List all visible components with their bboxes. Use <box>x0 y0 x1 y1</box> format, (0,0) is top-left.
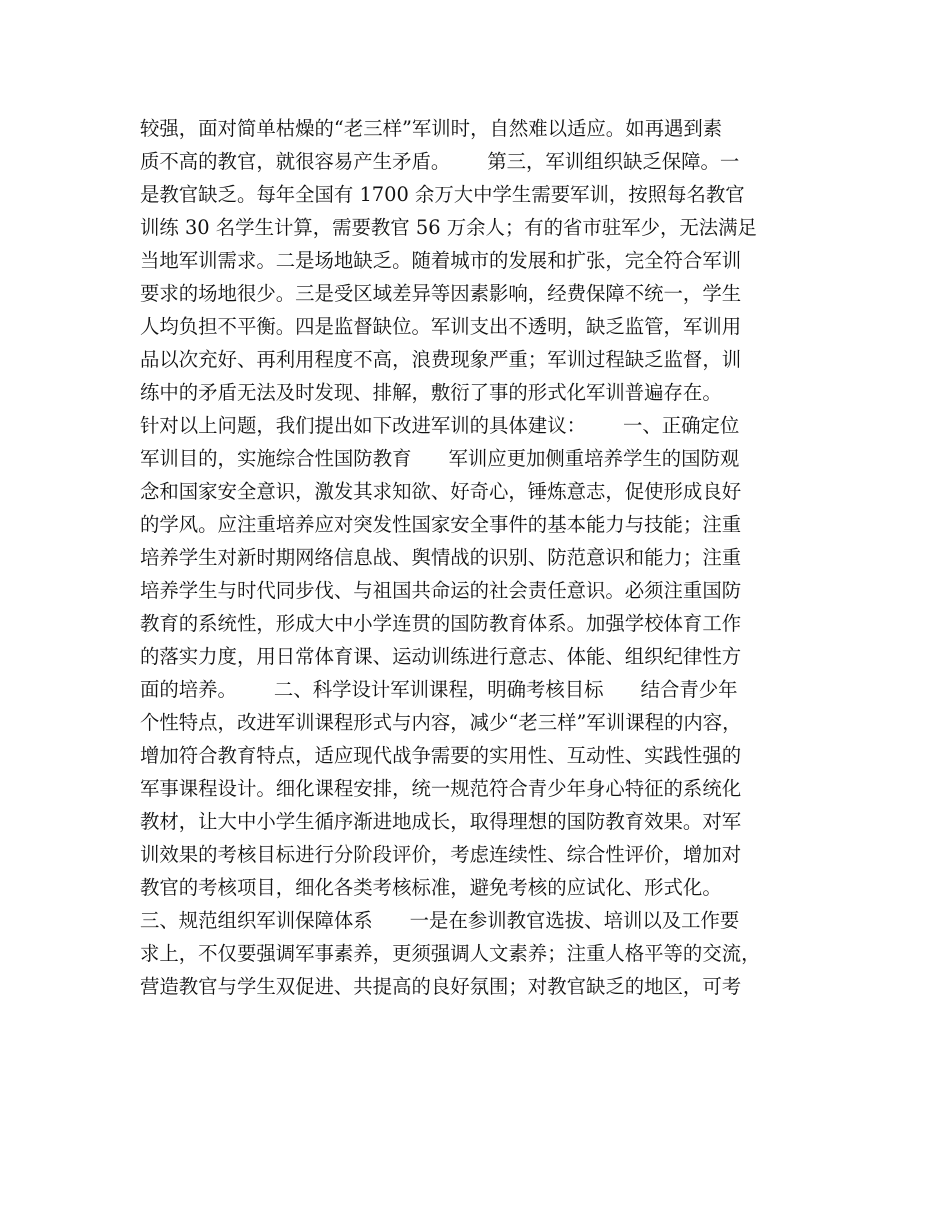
text-line: 质不高的教官，就很容易产生矛盾。 第三，军训组织缺乏保障。一 <box>140 150 740 173</box>
text-line: 教育的系统性，形成大中小学连贯的国防教育体系。加强学校体育工作 <box>140 612 742 635</box>
body-text <box>140 112 820 1003</box>
text-line: 军训目的，实施综合性国防教育 军训应更加侧重培养学生的国防观 <box>140 447 740 470</box>
text-line: 念和国家安全意识，激发其求知欲、好奇心，锤炼意志，促使形成良好 <box>140 480 742 503</box>
text-line: 培养学生与时代同步伐、与祖国共命运的社会责任意识。必须注重国防 <box>140 579 742 602</box>
text-line: 三、规范组织军训保障体系 一是在参训教官选拔、培训以及工作要 <box>140 909 740 932</box>
text-line: 营造教官与学生双促进、共提高的良好氛围；对教官缺乏的地区，可考 <box>140 975 742 998</box>
text-line: 求上，不仅要强调军事素养，更须强调人文素养；注重人格平等的交流， <box>140 942 761 965</box>
text-line: 较强，面对简单枯燥的“老三样”军训时，自然难以适应。如再遇到素 <box>140 117 723 140</box>
text-line: 教官的考核项目，细化各类考核标准，避免考核的应试化、形式化。 <box>140 876 722 899</box>
text-line: 个性特点，改进军训课程形式与内容，减少“老三样”军训课程的内容， <box>140 711 742 734</box>
text-line: 的落实力度，用日常体育课、运动训练进行意志、体能、组织纪律性方 <box>140 645 742 668</box>
text-line: 训效果的考核目标进行分阶段评价，考虑连续性、综合性评价，增加对 <box>140 843 742 866</box>
text-line: 训练 30 名学生计算，需要教官 56 万余人；有的省市驻军少，无法满足 <box>140 216 757 239</box>
text-line: 练中的矛盾无法及时发现、排解，敷衍了事的形式化军训普遍存在。 <box>140 381 722 404</box>
text-line: 要求的场地很少。三是受区域差异等因素影响，经费保障不统一，学生 <box>140 282 742 305</box>
text-line: 教材，让大中小学生循序渐进地成长，取得理想的国防教育效果。对军 <box>140 810 742 833</box>
text-line: 军事课程设计。细化课程安排，统一规范符合青少年身心特征的系统化 <box>140 777 742 800</box>
text-line: 增加符合教育特点，适应现代战争需要的实用性、互动性、实践性强的 <box>140 744 742 767</box>
text-line: 品以次充好、再利用程度不高，浪费现象严重；军训过程缺乏监督，训 <box>140 348 742 371</box>
text-line: 是教官缺乏。每年全国有 1700 余万大中学生需要军训，按照每名教官 <box>140 183 745 206</box>
text-line: 针对以上问题，我们提出如下改进军训的具体建议： 一、正确定位 <box>140 414 740 437</box>
text-line: 当地军训需求。二是场地缺乏。随着城市的发展和扩张，完全符合军训 <box>140 249 742 272</box>
text-line: 面的培养。 二、科学设计军训课程，明确考核目标 结合青少年 <box>140 678 738 701</box>
text-line: 的学风。应注重培养应对突发性国家安全事件的基本能力与技能；注重 <box>140 513 742 536</box>
text-line: 培养学生对新时期网络信息战、舆情战的识别、防范意识和能力；注重 <box>140 546 742 569</box>
text-line: 人均负担不平衡。四是监督缺位。军训支出不透明，缺乏监管，军训用 <box>140 315 742 338</box>
